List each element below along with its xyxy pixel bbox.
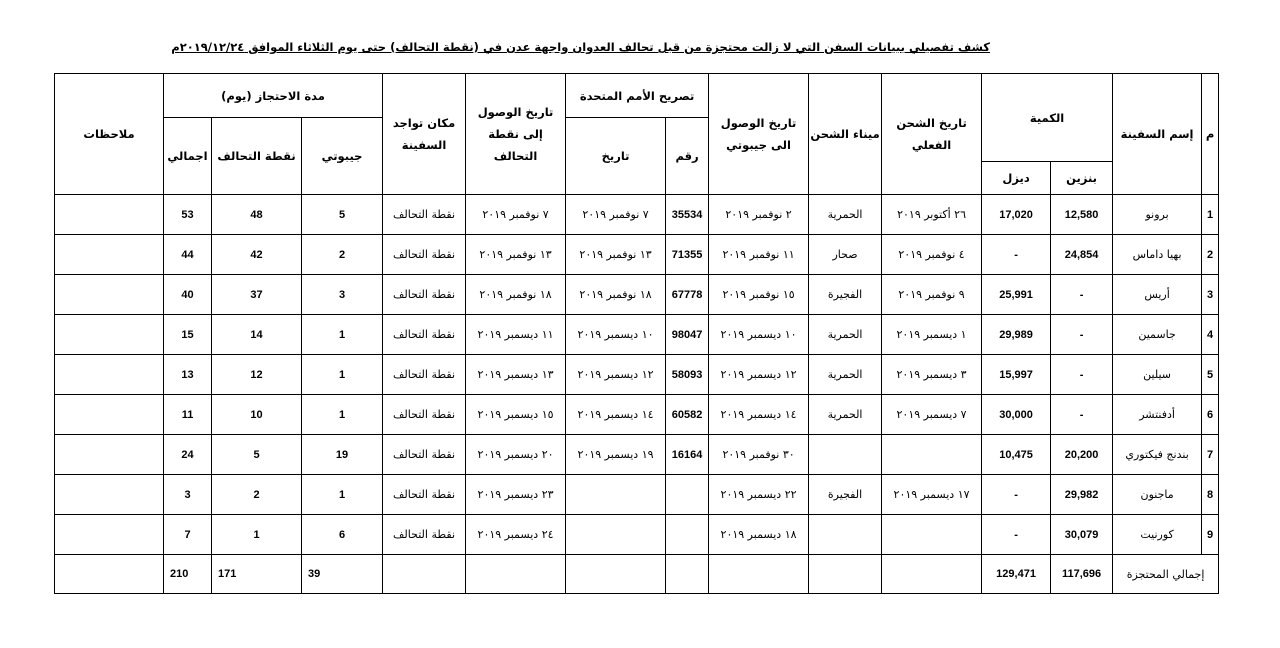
row-notes [55,275,164,315]
row-loading-date: ١٧ ديسمبر ٢٠١٩ [882,475,982,515]
row-detention-coalition: 1 [212,515,302,555]
row-detention-djibouti: 19 [302,435,383,475]
row-permit-date: ١٨ نوفمبر ٢٠١٩ [566,275,666,315]
row-index: 9 [1202,515,1219,555]
row-ship-name: بندنج فيكتوري [1113,435,1202,475]
header-notes: ملاحظات [55,74,164,195]
totals-row [55,555,1219,594]
row-permit-date: ١٠ ديسمبر ٢٠١٩ [566,315,666,355]
table-row [55,475,1219,515]
header-un-permit: تصريح الأمم المتحدة [566,74,709,118]
totals-empty-cell [666,555,709,594]
row-detention-coalition: 5 [212,435,302,475]
row-ship-location: نقطة التحالف [383,515,466,555]
row-diesel: 15,997 [982,355,1051,395]
row-permit-number: 60582 [666,395,709,435]
row-detention-total: 13 [164,355,212,395]
row-loading-port: الفجيرة [809,275,882,315]
row-notes [55,195,164,235]
header-permit-number: رقم [666,118,709,195]
row-loading-date: ٣ ديسمبر ٢٠١٩ [882,355,982,395]
row-detention-total: 11 [164,395,212,435]
row-detention-coalition: 14 [212,315,302,355]
row-loading-date: ١ ديسمبر ٢٠١٩ [882,315,982,355]
row-permit-date: ١٤ ديسمبر ٢٠١٩ [566,395,666,435]
row-loading-port: الحمرية [809,355,882,395]
header-index: م [1202,74,1219,195]
header-ship-location: مكان تواجد السفينة [383,74,466,195]
totals-notes-cell [55,555,164,594]
row-arrival-coalition: ١١ ديسمبر ٢٠١٩ [466,315,566,355]
table-row [55,235,1219,275]
row-detention-coalition: 10 [212,395,302,435]
totals-empty-cell [566,555,666,594]
totals-diesel: 129,471 [982,555,1051,594]
row-ship-location: نقطة التحالف [383,355,466,395]
table-row [55,195,1219,235]
row-diesel: 10,475 [982,435,1051,475]
header-arrival-djibouti: تاريخ الوصول الى جيبوتي [709,74,809,195]
row-permit-number: 71355 [666,235,709,275]
row-loading-date: ٧ ديسمبر ٢٠١٩ [882,395,982,435]
row-permit-date: ١٢ ديسمبر ٢٠١٩ [566,355,666,395]
row-detention-coalition: 48 [212,195,302,235]
row-loading-port: الحمرية [809,315,882,355]
totals-gasoline: 117,696 [1051,555,1113,594]
row-gasoline: 29,982 [1051,475,1113,515]
row-permit-date: ٧ نوفمبر ٢٠١٩ [566,195,666,235]
row-notes [55,235,164,275]
row-ship-location: نقطة التحالف [383,195,466,235]
row-detention-djibouti: 3 [302,275,383,315]
row-detention-djibouti: 6 [302,515,383,555]
row-loading-port: الحمرية [809,195,882,235]
row-permit-date [566,475,666,515]
header-permit-date: تاريخ [566,118,666,195]
row-index: 4 [1202,315,1219,355]
row-ship-name: برونو [1113,195,1202,235]
page-title: كشف تفصيلي ببيانات السفن التي لا زالت محتجزة من قبل تحالف العدوان واجهة عدن في (نقطة التحالف) حتى يوم الثلاثاء الموافق ٢٠١٩/١٢/٢٤م [171,40,990,54]
row-notes [55,515,164,555]
row-arrival-coalition: ٧ نوفمبر ٢٠١٩ [466,195,566,235]
header-detention-period: مدة الاحتجاز (يوم) [164,74,383,118]
row-loading-date [882,515,982,555]
row-permit-date [566,515,666,555]
totals-detention-djibouti: 39 [302,555,383,594]
row-permit-number: 35534 [666,195,709,235]
row-notes [55,475,164,515]
totals-detention-total: 210 [164,555,212,594]
row-detention-djibouti: 5 [302,195,383,235]
row-detention-coalition: 42 [212,235,302,275]
row-arrival-coalition: ١٨ نوفمبر ٢٠١٩ [466,275,566,315]
row-permit-number [666,515,709,555]
row-index: 3 [1202,275,1219,315]
header-arrival-coalition: تاريخ الوصول إلى نقطة التحالف [466,74,566,195]
row-arrival-coalition: ٢٣ ديسمبر ٢٠١٩ [466,475,566,515]
row-ship-name: سيلين [1113,355,1202,395]
row-loading-date: ٤ نوفمبر ٢٠١٩ [882,235,982,275]
table-row [55,395,1219,435]
row-permit-number: 98047 [666,315,709,355]
row-arrival-djibouti: ١٤ ديسمبر ٢٠١٩ [709,395,809,435]
row-ship-location: نقطة التحالف [383,315,466,355]
row-gasoline: - [1051,395,1113,435]
row-permit-date: ١٩ ديسمبر ٢٠١٩ [566,435,666,475]
row-detention-total: 15 [164,315,212,355]
table-row [55,435,1219,475]
row-detention-total: 40 [164,275,212,315]
totals-label: إجمالي المحتجزة [1113,555,1219,594]
row-diesel: 29,989 [982,315,1051,355]
row-detention-total: 24 [164,435,212,475]
row-arrival-djibouti: ١٥ نوفمبر ٢٠١٩ [709,275,809,315]
row-gasoline: 20,200 [1051,435,1113,475]
row-detention-coalition: 2 [212,475,302,515]
row-detention-coalition: 12 [212,355,302,395]
row-gasoline: 30,079 [1051,515,1113,555]
row-index: 2 [1202,235,1219,275]
totals-empty-cell [882,555,982,594]
table-row [55,515,1219,555]
row-loading-date: ٢٦ أكتوبر ٢٠١٩ [882,195,982,235]
row-gasoline: - [1051,275,1113,315]
row-arrival-djibouti: ١٢ ديسمبر ٢٠١٩ [709,355,809,395]
row-ship-name: ماجنون [1113,475,1202,515]
row-permit-number: 67778 [666,275,709,315]
header-quantity: الكمية [982,74,1113,162]
row-ship-name: جاسمين [1113,315,1202,355]
row-notes [55,435,164,475]
row-diesel: 30,000 [982,395,1051,435]
header-loading-port: ميناء الشحن [809,74,882,195]
header-diesel: ديزل [982,162,1051,195]
row-index: 8 [1202,475,1219,515]
row-arrival-coalition: ١٣ ديسمبر ٢٠١٩ [466,355,566,395]
row-loading-port: الفجيرة [809,475,882,515]
row-index: 1 [1202,195,1219,235]
row-gasoline: 24,854 [1051,235,1113,275]
row-notes [55,395,164,435]
row-loading-date [882,435,982,475]
row-arrival-djibouti: ١٨ ديسمبر ٢٠١٩ [709,515,809,555]
totals-empty-cell [466,555,566,594]
row-index: 5 [1202,355,1219,395]
row-ship-location: نقطة التحالف [383,235,466,275]
row-loading-port [809,515,882,555]
row-detention-djibouti: 1 [302,355,383,395]
totals-empty-cell [809,555,882,594]
row-arrival-coalition: ١٣ نوفمبر ٢٠١٩ [466,235,566,275]
row-gasoline: 12,580 [1051,195,1113,235]
row-loading-port: صحار [809,235,882,275]
row-arrival-djibouti: ١٠ ديسمبر ٢٠١٩ [709,315,809,355]
row-detention-coalition: 37 [212,275,302,315]
row-arrival-coalition: ٢٤ ديسمبر ٢٠١٩ [466,515,566,555]
row-ship-location: نقطة التحالف [383,275,466,315]
row-arrival-djibouti: ١١ نوفمبر ٢٠١٩ [709,235,809,275]
row-diesel: 25,991 [982,275,1051,315]
table-row [55,315,1219,355]
table-row [55,275,1219,315]
detained-ships-table [54,73,1219,594]
row-arrival-djibouti: ٢ نوفمبر ٢٠١٩ [709,195,809,235]
header-detention-djibouti: جيبوتي [302,118,383,195]
row-detention-djibouti: 1 [302,475,383,515]
header-detention-coalition: نقطة التحالف [212,118,302,195]
row-arrival-coalition: ٢٠ ديسمبر ٢٠١٩ [466,435,566,475]
row-detention-total: 3 [164,475,212,515]
row-loading-date: ٩ نوفمبر ٢٠١٩ [882,275,982,315]
row-loading-port: الحمرية [809,395,882,435]
header-ship-name: إسم السفينة [1113,74,1202,195]
row-ship-name: كورنيت [1113,515,1202,555]
row-ship-name: أريس [1113,275,1202,315]
row-diesel: - [982,475,1051,515]
row-index: 6 [1202,395,1219,435]
header-detention-total: اجمالي [164,118,212,195]
row-arrival-djibouti: ٣٠ نوفمبر ٢٠١٩ [709,435,809,475]
row-permit-date: ١٣ نوفمبر ٢٠١٩ [566,235,666,275]
row-ship-location: نقطة التحالف [383,475,466,515]
row-index: 7 [1202,435,1219,475]
header-gasoline: بنزين [1051,162,1113,195]
row-detention-djibouti: 2 [302,235,383,275]
row-ship-name: أدفنتشر [1113,395,1202,435]
row-permit-number: 16164 [666,435,709,475]
row-diesel: - [982,515,1051,555]
totals-empty-cell [709,555,809,594]
row-ship-name: بهيا داماس [1113,235,1202,275]
row-detention-djibouti: 1 [302,315,383,355]
row-gasoline: - [1051,355,1113,395]
row-arrival-djibouti: ٢٢ ديسمبر ٢٠١٩ [709,475,809,515]
row-notes [55,355,164,395]
row-diesel: - [982,235,1051,275]
header-loading-date: تاريخ الشحن الفعلي [882,74,982,195]
row-permit-number: 58093 [666,355,709,395]
row-ship-location: نقطة التحالف [383,435,466,475]
row-loading-port [809,435,882,475]
table-row [55,355,1219,395]
row-detention-total: 7 [164,515,212,555]
row-detention-total: 44 [164,235,212,275]
row-detention-djibouti: 1 [302,395,383,435]
row-notes [55,315,164,355]
totals-empty-cell [383,555,466,594]
row-arrival-coalition: ١٥ ديسمبر ٢٠١٩ [466,395,566,435]
row-diesel: 17,020 [982,195,1051,235]
row-detention-total: 53 [164,195,212,235]
row-permit-number [666,475,709,515]
totals-detention-coalition: 171 [212,555,302,594]
row-ship-location: نقطة التحالف [383,395,466,435]
row-gasoline: - [1051,315,1113,355]
